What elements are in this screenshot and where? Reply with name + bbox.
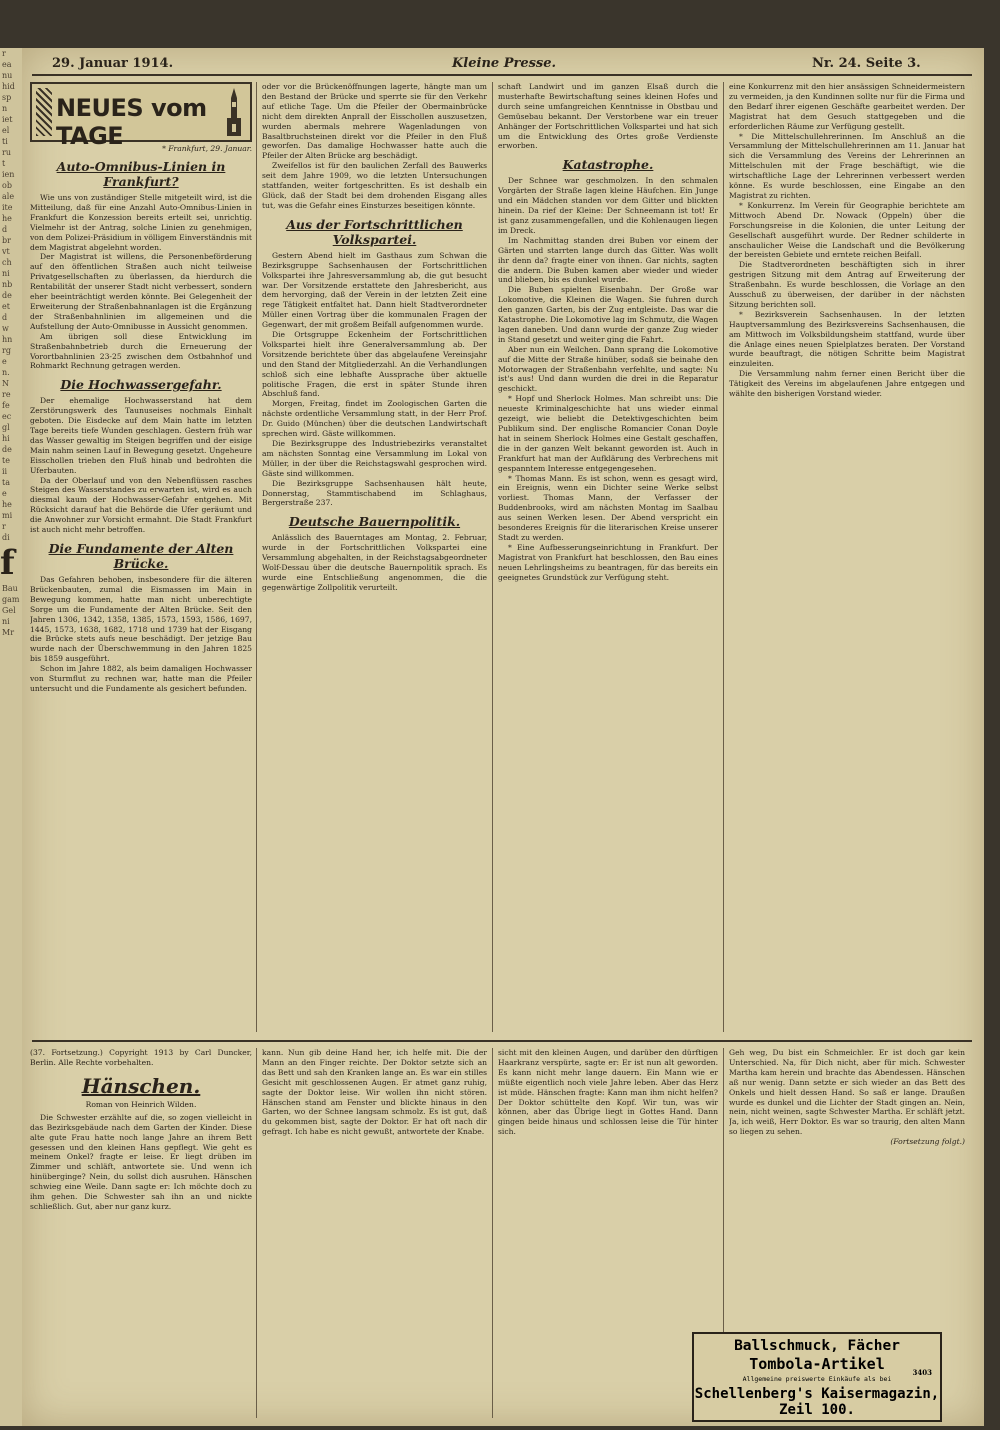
adjacent-page-fragments: [0, 48, 22, 543]
adjacent-page-fragment: de: [2, 291, 12, 300]
adjacent-page-fragment: nu: [2, 71, 13, 80]
serial-text: Die Schwester erzählte auf die, so zogen vielleicht in das Bezirksgebäude nach dem Garten der Kinder. Diese alte gute Frau hatte noch lange Jahre an ihrem Bett gesessen und den kleinen Hans gepflegt. Wie geht es meinem Onkel? fragte er leise. Er liegt drüben im Zimmer und schläft, antwortete sie. Und wenn ich hinüberginge? Nein, du sollst dich ausruhen. Hänschen schwieg eine Weile. Dann sagte er: Ich möchte doch zu ihm gehen. Die Schwester sah ihn an und nickte schließlich. Gut, aber nur ganz kurz.: [30, 1112, 252, 1211]
adjacent-page-fragment: nb: [2, 280, 13, 289]
adjacent-page-fragment: rg: [2, 346, 11, 355]
adjacent-page-fragment: ien: [2, 170, 15, 179]
adjacent-page-big-letter: f: [0, 543, 15, 583]
column-2: [262, 82, 487, 1032]
serial-column-1: [30, 1048, 252, 1418]
adjacent-page-fragment: ni: [2, 269, 10, 278]
serial-subtitle: Roman von Heinrich Wilden.: [85, 1099, 197, 1109]
article-paragraph: Der ehemalige Hochwasserstand hat dem Zerstörungswerk des Taunuseises nochmals Einhalt geboten. Die Eisdecke auf dem Main hatte im letzten Tage bereits tiefe Wunden geschlagen. Gestern früh war das Wasser gewaltig im Steigen begriffen und der eisige Main nahm seinen Lauf in Bewegung gesetzt. Ungeheure Eisschollen trieben den Fluß hinab und bedrohten die Uferbauten.: [30, 396, 252, 475]
adjacent-page-fragment: gam: [2, 595, 20, 604]
adjacent-page-fragment: Mr: [2, 628, 15, 637]
column-rule: [256, 1048, 257, 1418]
adjacent-page-fragment: r: [2, 522, 6, 531]
adjacent-page-fragment: d: [2, 225, 8, 234]
article-paragraph: * Bezirksverein Sachsenhausen. In der letzten Hauptversammlung des Bezirksvereins Sachsenhausen, die am Mittwoch im Volksbildungsheim stattfand, wurde über die Anlage eines neuen Spielplatzes beraten. Der Vorstand wurde beauftragt, die nötigen Schritte beim Magistrat einzuleiten.: [729, 309, 965, 369]
serial-column-4: [729, 1048, 965, 1323]
article-paragraph: oder vor die Brückenöffnungen lagerte, hängte man um den Bestand der Brücke und sperrte sie für den Verkehr auf etliche Tage. Um die Pfeiler der Obermainbrücke nicht dem direkten Anprall der Eisschollen auszusetzen, wurden abermals mehrere Wagenladungen von Basaltbruchsteinen direkt vor die Pfeiler in den Fluß geworfen. Das damalige Hochwasser hatte auch die Pfeiler der Alten Brücke arg beschädigt.: [262, 82, 487, 161]
adjacent-page-fragment: d: [2, 313, 8, 322]
article-heading: Aus der Fortschrittlichen Volkspartei.: [286, 216, 463, 247]
adjacent-page-fragment: vt: [2, 247, 10, 256]
adjacent-page-fragment: r: [2, 49, 6, 58]
article-paragraph: Das Gefahren behoben, insbesondere für die älteren Brückenbauten, zumal die Eismassen im Main in Bewegung kommen, hatte man nicht unberechtigte Sorge um die Fundamente der Alten Brücke. Seit den Jahren 1306, 1342, 1358, 1385, 1573, 1593, 1586, 1697, 1445, 1573, 1638, 1682, 1718 und 1739 hat der Eisgang die Brücke stets aufs neue beschädigt. Der jetzige Bau wurde nach der Überschwemmung in den Jahren 1825 bis 1859 ausgeführt.: [30, 575, 252, 664]
article-paragraph: Die Stadtverordneten beschäftigten sich in ihrer gestrigen Sitzung mit dem Antrag auf Erweiterung der Straßenbahn. Es wurde beschlossen, die Vorlage an den Ausschuß zu überweisen, der darüber in der nächsten Sitzung berichten soll.: [729, 260, 965, 309]
serial-title: Hänschen.: [81, 1073, 201, 1098]
adjacent-page-fragment: ob: [2, 181, 12, 190]
article-paragraph: Morgen, Freitag, findet im Zoologischen Garten die nächste ordentliche Versammlung statt, in der Herr Prof. Dr. Guido (München) über die deutschen Landwirtschaft sprechen wird. Gäste willkommen.: [262, 399, 487, 439]
adjacent-page-fragment: mi: [2, 511, 13, 520]
ad-line-2: Tombola-Artikel: [749, 1355, 885, 1373]
article-paragraph: Die Bezirksgruppe des Industriebezirks veranstaltet am nächsten Sonntag eine Versammlung im Lokal von Müller, in der über die Reichstagswahl gesprochen wird. Gäste sind willkommen.: [262, 439, 487, 478]
adjacent-page-fragment: sp: [2, 93, 12, 102]
ad-line-4: Schellenberg's Kaisermagazin, Zeil 100.: [694, 1386, 940, 1418]
adjacent-page-fragment: n: [2, 104, 8, 113]
advertisement-box: [692, 1332, 942, 1422]
article-paragraph: Der Schnee war geschmolzen. In den schmalen Vorgärten der Straße lagen kleine Häufchen. Ein Junge und ein Mädchen standen vor dem Gitter und blickten hinein. Da rief der Kleine: Der Schneemann ist tot! Er ist ganz zusammengefallen, und die Kohlenaugen liegen im Dreck.: [498, 176, 718, 235]
ad-line-3: Allgemeine preiswerte Einkäufe als bei: [742, 1375, 892, 1383]
column-4: [729, 82, 965, 1032]
article-paragraph: * Die Mittelschullehrerinnen. Im Anschluß an die Versammlung der Mittelschullehrerinnen am 11. Januar hat sich die Versammlung des Vereins der Lehrerinnen an Mittelschulen mit der Frage beschäftigt, wie die wirtschaftliche Lage der Lehrerinnen verbessert werden könne. Es wurde beschlossen, eine Eingabe an den Magistrat zu richten.: [729, 131, 965, 200]
article-heading: Die Hochwassergefahr.: [60, 377, 222, 393]
adjacent-page-fragment: ru: [2, 148, 11, 157]
article-heading: Die Fundamente der Alten Brücke.: [48, 541, 234, 571]
header-date: 29. Januar 1914.: [52, 56, 174, 71]
serial-continuation: (Fortsetzung folgt.): [890, 1137, 965, 1147]
article-paragraph: Der Magistrat ist willens, die Personenbeförderung auf den öffentlichen Straßen auch nicht teilweise Privatgesellschaften zu überlassen, da hierdurch die Rentabilität der unserer Stadt nicht verbessert, sondern eher beeinträchtigt werden könnte. Bei Gelegenheit der Erweiterung der Straßenbahnanlagen ist die Ergänzung der Straßenbahnlinien im allgemeinen und die Aufstellung der Auto-Omnibusse in Aussicht genommen.: [30, 252, 252, 331]
adjacent-page-fragment: Bau: [2, 584, 18, 593]
adjacent-page-tail: [0, 583, 22, 638]
adjacent-page-fragment: di: [2, 533, 10, 542]
serial-text: kann. Nun gib deine Hand her, ich helfe mit. Die der Mann an den Finger reichte. Der Doktor setzte sich an das Bett und sah den Kranken lange an. Es war ein stilles Gesicht mit geschlossenen Augen. Er atmet ganz ruhig, sagte der Doktor leise. Wir wollen ihn nicht stören. Hänschen stand am Fenster und blickte hinaus in den Garten, wo der Schnee langsam schmolz. Es ist gut, daß du gekommen bist, sagte der Doktor. Er hat oft nach dir gefragt. Ich habe es nicht gewußt, antwortete der Knabe.: [262, 1048, 487, 1137]
adjacent-page-fragment: fe: [2, 401, 10, 410]
article-heading: Auto-Omnibus-Linien in Frankfurt?: [56, 159, 226, 189]
adjacent-page-fragment: ec: [2, 412, 12, 421]
adjacent-page-fragment: ite: [2, 203, 13, 212]
article-heading: Katastrophe.: [562, 157, 654, 173]
article-paragraph: Die Ortsgruppe Eckenheim der Fortschrittlichen Volkspartei hielt ihre Generalversammlung ab. Der Vorsitzende berichtete über das abgelaufene Vereinsjahr und den Stand der Mitgliederzahl. An die Verhandlungen schloß sich eine lebhafte Aussprache über aktuelle politische Fragen, die erst in später Stunde ihren Abschluß fand.: [262, 330, 487, 399]
article-paragraph: Im Nachmittag standen drei Buben vor einem der Gärten und starrten lange durch das Gitter. Was wollt ihr denn da? fragte einer von ihnen. Gar nichts, sagten die andern. Die Buben kamen aber wieder und wieder und blieben, bis es dunkel wurde.: [498, 235, 718, 285]
adjacent-page-fragment: hi: [2, 434, 10, 443]
dateline: * Frankfurt, 29. Januar.: [162, 144, 252, 153]
serial-column-3: [498, 1048, 718, 1418]
article-paragraph: Anlässlich des Bauerntages am Montag, 2. Februar, wurde in der Fortschrittlichen Volkspartei eine Versammlung abgehalten, in der Reichstagsabgeordneter Wolf-Dessau über die deutsche Bauernpolitik sprach. Es wurde eine Entschließung angenommen, die die gegenwärtige Zollpolitik verurteilt.: [262, 533, 487, 592]
adjacent-page-fragment: ii: [2, 467, 8, 476]
article-paragraph: Am übrigen soll diese Entwicklung im Straßenbahnbetrieb durch die Erneuerung der Vorortbahnlinien 23-25 zwischen dem Ostbahnhof und Rohmarkt Rechnung getragen werden.: [30, 331, 252, 371]
column-rule: [723, 82, 724, 1032]
header-rule: [32, 74, 972, 76]
serial-copyright: (37. Fortsetzung.) Copyright 1913 by Carl Duncker, Berlin. Alle Rechte vorbehalten.: [30, 1048, 252, 1067]
serial-column-2: [262, 1048, 487, 1418]
column-3: [498, 82, 718, 1032]
adjacent-page-strip: [0, 48, 22, 1426]
article-paragraph: Schon im Jahre 1882, als beim damaligen Hochwasser von Sturmflut zu rechnen war, hatte man die Pfeiler untersucht und die Fundamente als gesichert befunden.: [30, 664, 252, 693]
adjacent-page-fragment: el: [2, 126, 10, 135]
cathedral-icon: [224, 88, 244, 136]
article-paragraph: * Hopf und Sherlock Holmes. Man schreibt uns: Die neueste Kriminalgeschichte hat uns wieder einmal gezeigt, wie beliebt die Detektivgeschichten beim Publikum sind. Der englische Romancier Conan Doyle hat in seinem Sherlock Holmes eine Gestalt geschaffen, die in der ganzen Welt bekannt geworden ist. Auch in Frankfurt hat man der Aufklärung des Verbrechens mit gespanntem Interesse entgegengesehen.: [498, 394, 718, 473]
article-paragraph: Die Buben spielten Eisenbahn. Der Große war Lokomotive, die Kleinen die Wagen. Sie fuhren durch den ganzen Garten, bis der Zug entgleiste. Das war die Katastrophe. Die Lokomotive lag im Schmutz, die Wagen lagen daneben. Und dann wurde der ganze Zug wieder in Stand gesetzt und weiter ging die Fahrt.: [498, 285, 718, 344]
article-paragraph: * Eine Aufbesserungseinrichtung in Frankfurt. Der Magistrat von Frankfurt hat beschlossen, den Bau eines neuen Lehrlingsheims zu beantragen, für das bereits ein geeignetes Grundstück zur Verfügung steht.: [498, 542, 718, 582]
adjacent-page-fragment: ea: [2, 60, 12, 69]
adjacent-page-fragment: ta: [2, 478, 10, 487]
adjacent-page-fragment: re: [2, 390, 11, 399]
masthead-title: NEUES vom TAGE: [56, 94, 207, 150]
article-paragraph: Aber nun ein Weilchen. Dann sprang die Lokomotive auf die Mitte der Straße hinüber, sodaß sie beinahe den Motorwagen der Straßenbahn verfehlte, und sagte: Nu ist's aus! Und dann wurden die drei in die Reparatur geschickt.: [498, 344, 718, 394]
adjacent-page-fragment: e: [2, 489, 7, 498]
column-rule: [256, 82, 257, 1032]
adjacent-page-fragment: ch: [2, 258, 12, 267]
article-paragraph: Da der Oberlauf und von den Nebenflüssen rasches Steigen des Wasserstandes zu erwarten ist, wird es auch diesmal kaum der Hochwasser-Gefahr entgehen. Mit Rücksicht darauf hat die Behörde die Ufer geräumt und die Anwohner zur Vorsicht ermahnt. Die Stadt Frankfurt ist auch nicht mehr betroffen.: [30, 475, 252, 535]
article-paragraph: Gestern Abend hielt im Gasthaus zum Schwan die Bezirksgruppe Sachsenhausen der Fortschrittlichen Volkspartei ihre Jahresversammlung ab, die gut besucht war. Der Vorsitzende erstattete den Jahresbericht, aus dem hervorging, daß der Verein in der letzten Zeit eine rege Tätigkeit entfaltet hat. Dann hielt Stadtverordneter Müller einen Vortrag über die kommunalen Fragen der Gegenwart, der mit großem Beifall aufgenommen wurde.: [262, 250, 487, 330]
masthead-ornament: [36, 88, 52, 136]
adjacent-page-fragment: t: [2, 159, 6, 168]
adjacent-page-fragment: n.: [2, 368, 10, 377]
adjacent-page-fragment: he: [2, 214, 12, 223]
adjacent-page-fragment: te: [2, 456, 10, 465]
adjacent-page-fragment: iet: [2, 115, 13, 124]
article-paragraph: Wie uns von zuständiger Stelle mitgeteilt wird, ist die Mitteilung, daß für eine Anzahl Auto-Omnibus-Linien in Frankfurt die Konzession bereits erteilt sei, unrichtig. Vielmehr ist der Antrag, solche Linien zu genehmigen, von dem Polizei-Präsidium in völligem Einverständnis mit dem Magistrat abgelehnt worden.: [30, 193, 252, 252]
article-paragraph: schaft Landwirt und im ganzen Elsaß durch die musterhafte Bewirtschaftung seines kleinen Hofes und durch seine umfangreichen Kenntnisse in Obstbau und Gemüsebau bekannt. Der Verstorbene war ein treuer Anhänger der Fortschrittlichen Volkspartei und hat sich um die Entwicklung des Ortes große Verdienste erworben.: [498, 82, 718, 151]
page-header: [32, 56, 972, 76]
adjacent-page-fragment: et: [2, 302, 10, 311]
ad-number: 3403: [912, 1368, 932, 1377]
article-paragraph: eine Konkurrenz mit den hier ansässigen Schneidermeistern zu vermeiden, ja den Kundinnen sollte nur für die Firma und den Bedarf ihrer eigenen Geschäfte gearbeitet werden. Der Magistrat hat dem Gesuch stattgegeben und die erforderlichen Räume zur Verfügung gestellt.: [729, 82, 965, 131]
header-newspaper-name: Kleine Presse.: [452, 56, 557, 71]
header-issue-number: Nr. 24. Seite 3.: [812, 56, 921, 71]
serial-text: Geh weg, Du bist ein Schmeichler. Er ist doch gar kein Unterschied. Na, für Dich nicht, aber für mich. Schwester Martha kam herein und brachte das Abendessen. Hänschen aß nur wenig. Dann setzte er sich wieder an das Bett des Onkels und hielt dessen Hand. So saß er lange. Draußen wurde es dunkel und die Lichter der Stadt gingen an. Nein, nein, nicht weinen, sagte Schwester Martha. Er schläft jetzt. Ja, ich weiß, Herr Doktor. Es war so traurig, den alten Mann so liegen zu sehen.: [729, 1048, 965, 1137]
adjacent-page-fragment: hn: [2, 335, 13, 344]
adjacent-page-fragment: ni: [2, 617, 10, 626]
column-1: [30, 82, 252, 1032]
article-paragraph: Die Versammlung nahm ferner einen Bericht über die Tätigkeit des Vereins im abgelaufenen Jahre entgegen und wählte den bisherigen Vorstand wieder.: [729, 369, 965, 399]
column-rule: [492, 82, 493, 1032]
ad-line-1: Ballschmuck, Fächer: [734, 1338, 900, 1354]
article-paragraph: * Konkurrenz. Im Verein für Geographie berichtete am Mittwoch Abend Dr. Nowack (Oppeln) über die Forschungsreise in die Kolonien, die unter Leitung der Gesellschaft ausgeführt wurde. Der Redner schilderte in anschaulicher Weise die Landschaft und die Bevölkerung der bereisten Gebiete und erntete reichen Beifall.: [729, 200, 965, 260]
adjacent-page-fragment: ale: [2, 192, 15, 201]
adjacent-page-fragment: N: [2, 379, 9, 388]
article-heading: Deutsche Bauernpolitik.: [288, 514, 461, 530]
adjacent-page-fragment: ti: [2, 137, 8, 146]
article-paragraph: Zweifellos ist für den baulichen Zerfall des Bauwerks seit dem Jahre 1909, wo die letzten Untersuchungen stattfanden, weiter fortgeschritten. Es ist deshalb ein Glück, daß der Stadt bei dem drohenden Eisgang alles tut, was die Gefahr eines Einsturzes beseitigen könnte.: [262, 161, 487, 210]
column-rule: [492, 1048, 493, 1418]
adjacent-page-fragment: br: [2, 236, 11, 245]
adjacent-page-fragment: w: [2, 324, 9, 333]
article-paragraph: * Thomas Mann. Es ist schon, wenn es gesagt wird, ein Ereignis, wenn ein Dichter seine Werke selbst vorliest. Thomas Mann, der Verfasser der Buddenbrooks, wird am nächsten Montag im Saalbau aus seinen Werken lesen. Der Abend verspricht ein besonderes Ereignis für die literarischen Kreise unserer Stadt zu werden.: [498, 473, 718, 542]
newspaper-page: [22, 48, 984, 1426]
feuilleton-rule: [32, 1040, 972, 1042]
serial-text: sicht mit den kleinen Augen, und darüber den dürftigen Haarkranz verspürte, sagte er: Er ist nun alt geworden. Es kann nicht mehr lange dauern. Ein Mann wie er müßte eigentlich noch viele Jahre leben. Aber das Herz ist müde. Hänschen fragte: Kann man ihm nicht helfen? Der Doktor schüttelte den Kopf. Wir tun, was wir können, aber das Übrige liegt in Gottes Hand. Dann gingen beide hinaus und schlossen leise die Tür hinter sich.: [498, 1048, 718, 1137]
adjacent-page-fragment: hid: [2, 82, 15, 91]
adjacent-page-fragment: e: [2, 357, 7, 366]
adjacent-page-fragment: Gel: [2, 606, 16, 615]
adjacent-page-fragment: he: [2, 500, 12, 509]
article-paragraph: Die Bezirksgruppe Sachsenhausen hält heute, Donnerstag, Stammtischabend im Schlaghaus, Bergerstraße 237.: [262, 478, 487, 508]
adjacent-page-fragment: gl: [2, 423, 10, 432]
adjacent-page-fragment: de: [2, 445, 12, 454]
